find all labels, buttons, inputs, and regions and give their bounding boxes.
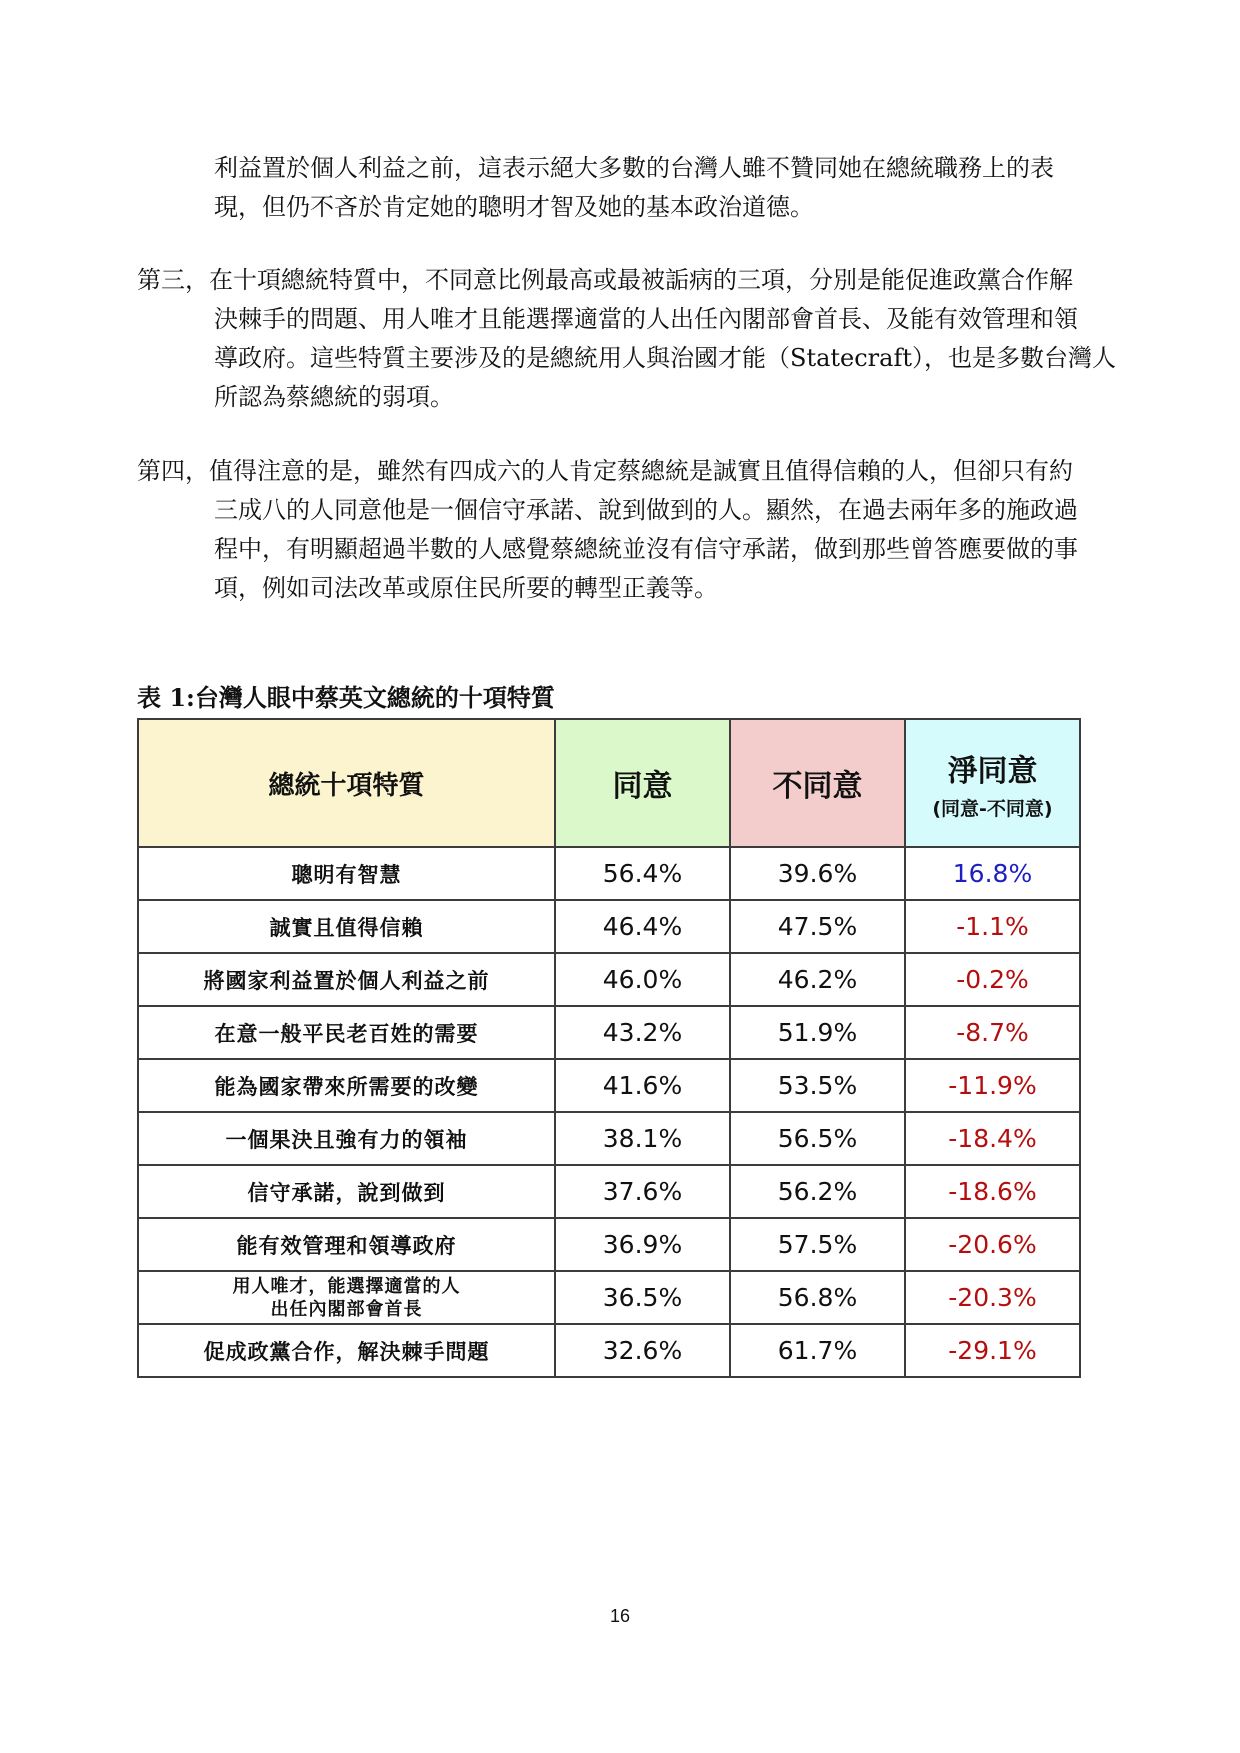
table-row <box>138 1112 1080 1165</box>
cell-trait <box>138 1112 555 1165</box>
header-net-sub: (同意-不同意) <box>932 797 1053 820</box>
header-disagree: 不同意 <box>730 719 905 847</box>
table-row <box>138 1324 1080 1377</box>
cell-agree: 36.9% <box>555 1218 730 1271</box>
text-line: 三成八的人同意他是一個信守承諾、說到做到的人。顯然，在過去兩年多的施政過 <box>214 496 1078 524</box>
trait-line: 將國家利益置於個人利益之前 <box>203 968 490 993</box>
table-header-row <box>138 719 1080 847</box>
cell-trait <box>138 900 555 953</box>
text-line: 程中，有明顯超過半數的人感覺蔡總統並沒有信守承諾，做到那些曾答應要做的事 <box>214 535 1078 563</box>
header-net <box>905 719 1080 847</box>
cell-trait <box>138 1006 555 1059</box>
table-body <box>138 847 1080 1377</box>
trait-line: 信守承諾，說到做到 <box>247 1180 446 1205</box>
cell-trait <box>138 1324 555 1377</box>
cell-agree: 43.2% <box>555 1006 730 1059</box>
text-line: 利益置於個人利益之前，這表示絕大多數的台灣人雖不贊同她在總統職務上的表 <box>214 154 1054 182</box>
cell-disagree: 57.5% <box>730 1218 905 1271</box>
cell-net: -20.3% <box>905 1271 1080 1324</box>
cell-agree: 37.6% <box>555 1165 730 1218</box>
cell-agree: 38.1% <box>555 1112 730 1165</box>
table-row <box>138 1059 1080 1112</box>
text-line: 現，但仍不吝於肯定她的聰明才智及她的基本政治道德。 <box>214 193 814 221</box>
cell-trait <box>138 1165 555 1218</box>
cell-agree: 46.0% <box>555 953 730 1006</box>
text-line: 第四，值得注意的是，雖然有四成六的人肯定蔡總統是誠實且值得信賴的人，但卻只有約 <box>137 457 1073 485</box>
cell-net: -20.6% <box>905 1218 1080 1271</box>
cell-agree: 46.4% <box>555 900 730 953</box>
cell-disagree: 47.5% <box>730 900 905 953</box>
trait-line: 用人唯才，能選擇適當的人 <box>232 1275 461 1297</box>
trait-line: 出任內閣部會首長 <box>270 1298 423 1320</box>
trait-line: 誠實且值得信賴 <box>269 915 424 940</box>
cell-disagree: 61.7% <box>730 1324 905 1377</box>
text-line: 導政府。這些特質主要涉及的是總統用人與治國才能（Statecraft），也是多數台灣人 <box>214 344 1116 372</box>
cell-disagree: 56.5% <box>730 1112 905 1165</box>
cell-disagree: 51.9% <box>730 1006 905 1059</box>
cell-net: -8.7% <box>905 1006 1080 1059</box>
trait-line: 聰明有智慧 <box>291 862 402 887</box>
text-line: 項，例如司法改革或原住民所要的轉型正義等。 <box>214 574 718 602</box>
cell-disagree: 56.2% <box>730 1165 905 1218</box>
cell-agree: 36.5% <box>555 1271 730 1324</box>
cell-net: -18.4% <box>905 1112 1080 1165</box>
trait-line: 促成政黨合作，解決棘手問題 <box>203 1339 490 1364</box>
cell-disagree: 39.6% <box>730 847 905 900</box>
table-caption: 表 1:台灣人眼中蔡英文總統的十項特質 <box>137 683 555 712</box>
cell-trait <box>138 1271 555 1324</box>
trait-line: 一個果決且強有力的領袖 <box>225 1127 468 1152</box>
cell-trait <box>138 1059 555 1112</box>
cell-net: -0.2% <box>905 953 1080 1006</box>
cell-disagree: 53.5% <box>730 1059 905 1112</box>
text-line: 第三，在十項總統特質中，不同意比例最高或最被詬病的三項，分別是能促進政黨合作解 <box>137 266 1073 294</box>
cell-trait <box>138 953 555 1006</box>
cell-net: -11.9% <box>905 1059 1080 1112</box>
page-number: 16 <box>609 1606 631 1626</box>
trait-line: 能為國家帶來所需要的改變 <box>214 1074 479 1099</box>
cell-net: -18.6% <box>905 1165 1080 1218</box>
table-row <box>138 1271 1080 1324</box>
trait-line: 在意一般平民老百姓的需要 <box>214 1021 479 1046</box>
paragraph-point-four <box>137 452 1107 608</box>
text-line: 決棘手的問題、用人唯才且能選擇適當的人出任內閣部會首長、及能有效管理和領 <box>214 305 1078 333</box>
cell-disagree: 46.2% <box>730 953 905 1006</box>
table-row <box>138 847 1080 900</box>
cell-disagree: 56.8% <box>730 1271 905 1324</box>
table-row <box>138 1006 1080 1059</box>
table-row <box>138 1165 1080 1218</box>
cell-net: -1.1% <box>905 900 1080 953</box>
paragraph-point-three <box>137 261 1116 417</box>
cell-trait <box>138 847 555 900</box>
text-line: 所認為蔡總統的弱項。 <box>214 383 454 411</box>
cell-trait <box>138 1218 555 1271</box>
header-net-label: 淨同意 <box>947 753 1038 789</box>
cell-agree: 41.6% <box>555 1059 730 1112</box>
cell-agree: 32.6% <box>555 1324 730 1377</box>
cell-agree: 56.4% <box>555 847 730 900</box>
cell-net: 16.8% <box>905 847 1080 900</box>
traits-table <box>137 718 1081 1378</box>
cell-net: -29.1% <box>905 1324 1080 1377</box>
header-agree: 同意 <box>555 719 730 847</box>
table-row <box>138 953 1080 1006</box>
trait-line: 能有效管理和領導政府 <box>236 1233 457 1258</box>
table-row <box>138 900 1080 953</box>
header-trait: 總統十項特質 <box>138 719 555 847</box>
table-row <box>138 1218 1080 1271</box>
paragraph-continuation <box>137 149 1107 227</box>
